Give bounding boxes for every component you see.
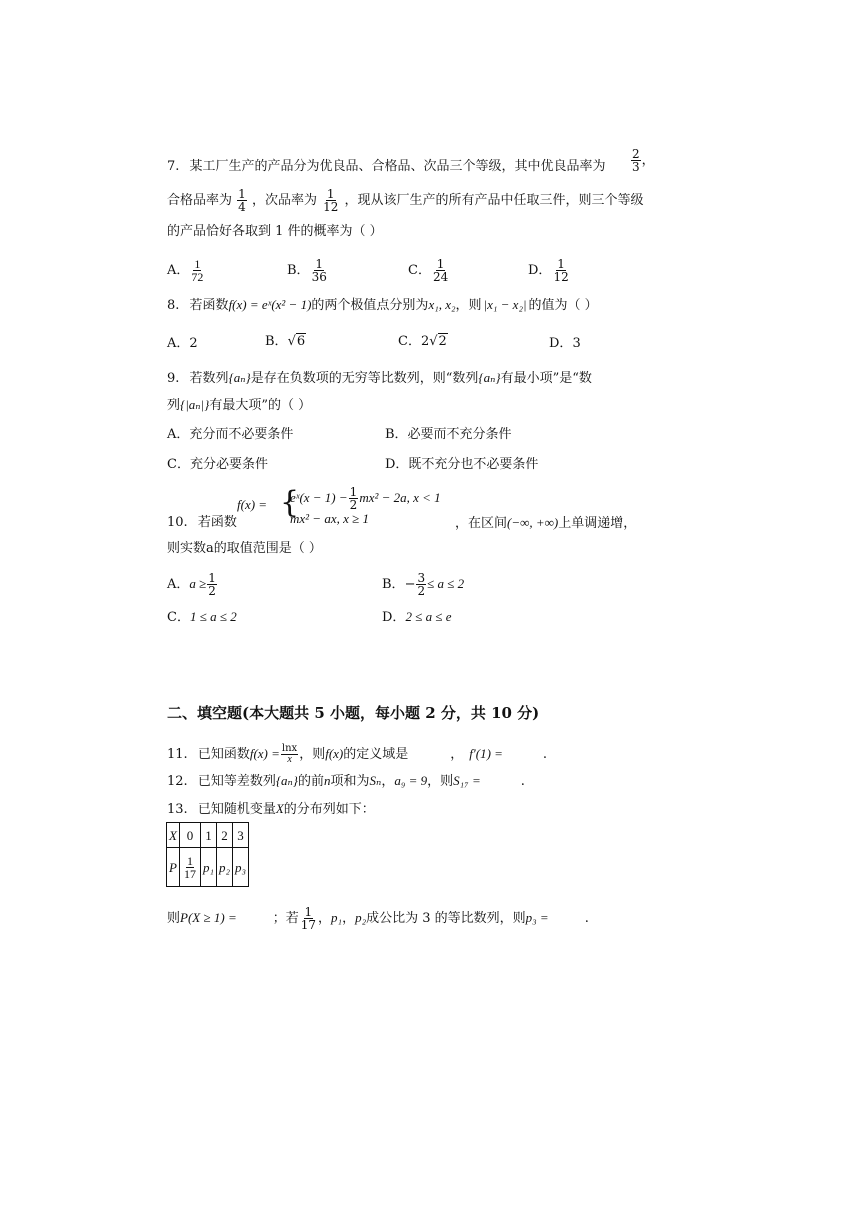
q8-line: 8. 若函数f(x) = eˣ(x² − 1)的两个极值点分别为x₁, x₂，则 |x₁ − x₂| 的值为（ ） [167, 297, 598, 313]
table-row [167, 848, 249, 887]
q8-option-b: B．√6 [265, 334, 306, 349]
q7-option-d: D． $\frac{1}{12}$ [528, 257, 569, 284]
q13-distribution-table [166, 822, 249, 887]
q10-line1: 10. 若函数 [167, 515, 237, 530]
table-cell: p₁ [200, 848, 216, 887]
q9-option-a: A．充分而不必要条件 [167, 427, 294, 442]
table-cell: p₃ [233, 848, 249, 887]
q7-text-1: 某工厂生产的产品分为优良品、合格品、次品三个等级，其中优良品率为 [189, 159, 606, 174]
q7-line2: 合格品率为 $\frac{1}{4}$ ，次品率为 $\frac{1}{12}$ ，现从该厂生产的所有产品中任取三件，则三个等级 [167, 187, 644, 214]
q7-frac-2-3: $\frac{2}{3}$ ， [632, 147, 655, 174]
q8-option-a: A．2 [167, 336, 198, 351]
q9-line1: 9. 若数列{aₙ}是存在负数项的无穷等比数列，则“数列{aₙ}有最小项”是“数 [167, 370, 592, 386]
q10-option-a: A．a ≥ $\frac{1}{2}$ [167, 571, 216, 598]
table-cell: 0 [179, 823, 200, 848]
q13-answer-line: 则P(X ≥ 1) = ；若 $\frac{1}{17}$ ，p₁，p₂成公比为 3 的等比数列，则p₃ = . [167, 905, 589, 932]
q10-line2: 则实数a的取值范围是（ ） [167, 541, 322, 556]
q7-line1 [167, 160, 606, 173]
q10-interval-text: ，在区间(−∞, +∞)上单调递增， [455, 515, 637, 531]
q10-case-2: mx² − ax, x ≥ 1 [290, 511, 370, 526]
q7-option-a: A． $\frac{1}{72}$ [167, 257, 204, 284]
table-cell: X [167, 823, 180, 848]
q7-number: 7. [167, 159, 180, 174]
q12-line: 12. 已知等差数列{aₙ}的前n项和为Sₙ，a₉ = 9，则S₁₇ = . [167, 773, 525, 789]
q10-option-c: C．1 ≤ a ≤ 2 [167, 609, 237, 625]
q9-option-b: B．必要而不充分条件 [385, 427, 512, 442]
table-cell: 3 [233, 823, 249, 848]
q11-line: 11. 已知函数f(x) = $\frac{\ln x}{x}$ ，则f(x)的定义域是 ， f′(1) = . [167, 743, 548, 765]
table-cell: $\frac{1}{17}$ [179, 848, 200, 887]
q10-option-b: B．− $\frac{3}{2}$ ≤ a ≤ 2 [382, 571, 465, 598]
q10-brace: { [280, 485, 300, 520]
table-cell: 1 [200, 823, 216, 848]
q10-fx-label: f(x) = [237, 497, 268, 512]
table-cell: p₂ [216, 848, 232, 887]
table-row [167, 823, 249, 848]
q9-option-d: D．既不充分也不必要条件 [385, 457, 539, 472]
q7-option-c: C． $\frac{1}{24}$ [408, 257, 449, 284]
q13-line: 13. 已知随机变量X的分布列如下： [167, 801, 375, 817]
q7-option-b: B． $\frac{1}{36}$ [287, 257, 327, 284]
q9-option-c: C．充分必要条件 [167, 457, 268, 472]
table-cell: P [167, 848, 180, 887]
q8-option-c: C．2√2 [398, 334, 447, 349]
q9-line2: 列{|aₙ|}有最大项”的（ ） [167, 397, 312, 413]
section-2-heading: 二、填空题(本大题共 5 小题，每小题 2 分，共 10 分) [167, 704, 540, 722]
q8-option-d: D．3 [549, 336, 581, 351]
q7-line3: 的产品恰好各取到 1 件的概率为（ ） [167, 224, 383, 239]
q10-option-d: D．2 ≤ a ≤ e [382, 609, 452, 625]
q10-case-1: eˣ(x − 1) − $\frac{1}{2}$ mx² − 2a, x < 1 [290, 485, 441, 512]
table-cell: 2 [216, 823, 232, 848]
